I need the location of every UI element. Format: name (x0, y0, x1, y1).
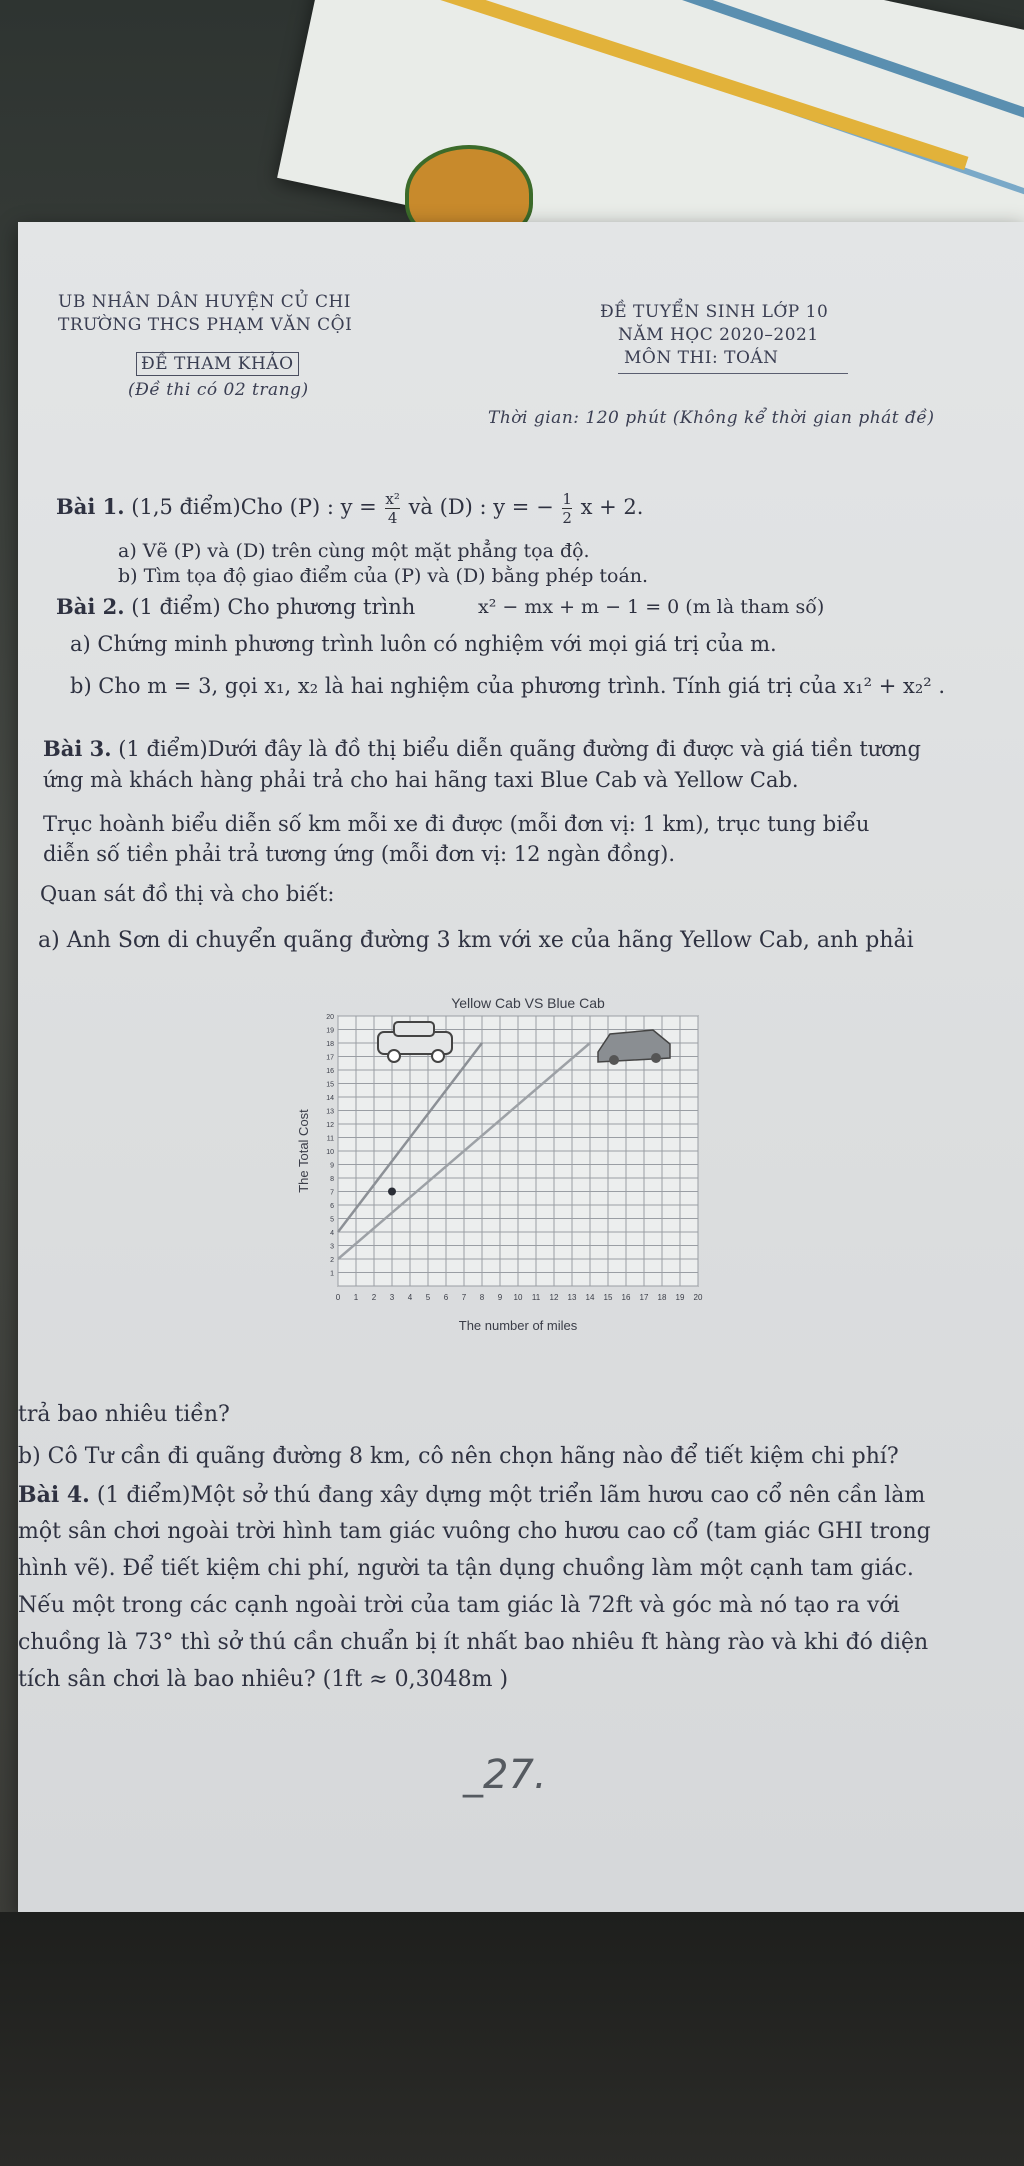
reference-label: ĐỀ THAM KHẢO (136, 354, 299, 374)
x-tick-label: 14 (585, 1293, 595, 1302)
x-tick-label: 20 (693, 1293, 703, 1302)
y-tick-label: 19 (326, 1027, 334, 1035)
taxi-cost-chart (258, 992, 728, 1352)
y-tick-label: 3 (330, 1243, 334, 1251)
bai2-part-b: b) Cho m = 3, gọi x₁, x₂ là hai nghiệm của phương trình. Tính giá trị của x₁² + x₂² . (70, 674, 946, 698)
x-tick-label: 9 (497, 1293, 503, 1302)
x-tick-label: 13 (567, 1293, 577, 1302)
chart-x-label: The number of miles (458, 1318, 578, 1333)
bai3-line3: Trục hoành biểu diễn số km mỗi xe đi được (mỗi đơn vị: 1 km), trục tung biểu (43, 812, 870, 836)
bai4-line1: Bài 4. (1 điểm)Một sở thú đang xây dựng một triển lãm hươu cao cổ nên cần làm (18, 1482, 926, 1508)
x-tick-label: 11 (531, 1293, 541, 1302)
bai2-part-a: a) Chứng minh phương trình luôn có nghiệm với mọi giá trị của m. (70, 632, 777, 656)
y-tick-label: 11 (326, 1135, 334, 1143)
bai3-part-a-cont: trả bao nhiêu tiền? (18, 1402, 230, 1427)
desk-shadow (0, 1912, 1024, 2166)
y-tick-label: 8 (330, 1176, 334, 1183)
bai3-part-a: a) Anh Sơn di chuyển quãng đường 3 km với xe của hãng Yellow Cab, anh phải (38, 928, 914, 953)
y-tick-label: 10 (326, 1149, 334, 1156)
subject: MÔN THI: TOÁN (624, 348, 779, 368)
x-tick-label: 6 (443, 1293, 449, 1302)
subject-underline (618, 373, 848, 374)
chart-title: Yellow Cab VS Blue Cab (451, 995, 605, 1011)
y-tick-label: 20 (326, 1014, 334, 1021)
bai3-line1: Bài 3. (1 điểm)Dưới đây là đồ thị biểu diễn quãng đường đi được và giá tiền tương (43, 736, 921, 761)
y-tick-label: 12 (326, 1122, 334, 1129)
school-year: NĂM HỌC 2020–2021 (618, 325, 819, 345)
y-tick-label: 17 (326, 1054, 334, 1062)
y-tick-label: 9 (330, 1162, 334, 1170)
x-tick-label: 3 (389, 1293, 395, 1302)
y-tick-label: 6 (330, 1203, 334, 1210)
x-tick-label: 8 (479, 1293, 485, 1302)
bai4-line4: Nếu một trong các cạnh ngoài trời của tam giác là 72ft và góc mà nó tạo ra với (18, 1593, 900, 1618)
x-tick-label: 7 (461, 1293, 467, 1302)
y-tick-label: 4 (330, 1230, 334, 1237)
bai1-statement: Bài 1. (1,5 điểm)Cho (P) : y = $\frac{\text{x²}}{4}$ và (D) : y = − $\frac{1}{2}$ x + 2. (56, 490, 644, 527)
y-tick-label: 16 (326, 1068, 334, 1075)
chart-y-label: The Total Cost (296, 1109, 311, 1193)
intersection-point (388, 1188, 396, 1196)
x-tick-label: 18 (657, 1293, 667, 1302)
y-tick-label: 7 (330, 1189, 334, 1197)
bai3-line4: diễn số tiền phải trả tương ứng (mỗi đơn vị: 12 ngàn đồng). (43, 842, 675, 866)
handwritten-page-note: _27. (463, 1752, 547, 1798)
x-tick-label: 19 (675, 1293, 685, 1302)
bai4-line5: chuồng là 73° thì sở thú cần chuẩn bị ít nhất bao nhiêu ft hàng rào và khi đó diện (18, 1630, 929, 1655)
x-tick-label: 10 (513, 1293, 523, 1302)
chart-y-ticks (326, 1014, 334, 1278)
bai1-title: Bài 1. (56, 494, 125, 519)
bai3-line2: ứng mà khách hàng phải trả cho hai hãng taxi Blue Cab và Yellow Cab. (43, 768, 799, 792)
y-tick-label: 1 (330, 1270, 334, 1278)
x-tick-label: 1 (353, 1293, 359, 1302)
bai2-statement: Bài 2. (1 điểm) Cho phương trình (56, 594, 416, 619)
bai4-line6: tích sân chơi là bao nhiêu? (1ft ≈ 0,3048m ) (18, 1667, 509, 1692)
bai3-part-b: b) Cô Tư cần đi quãng đường 8 km, cô nên chọn hãng nào để tiết kiệm chi phí? (18, 1444, 899, 1469)
x-tick-label: 5 (425, 1293, 431, 1302)
time-note: Thời gian: 120 phút (Không kể thời gian phát đề) (488, 408, 935, 428)
x-tick-label: 0 (335, 1293, 341, 1302)
y-tick-label: 18 (326, 1041, 334, 1048)
x-tick-label: 4 (407, 1293, 413, 1302)
x-tick-label: 16 (621, 1293, 631, 1302)
bai1-part-a: a) Vẽ (P) và (D) trên cùng một mặt phẳng tọa độ. (118, 540, 590, 562)
bai4-line2: một sân chơi ngoài trời hình tam giác vuông cho hươu cao cổ (tam giác GHI trong (18, 1519, 931, 1544)
bai1-part-b: b) Tìm tọa độ giao điểm của (P) và (D) bằng phép toán. (118, 565, 649, 587)
taxi-icon (598, 1030, 670, 1065)
bai2-equation: x² − mx + m − 1 = 0 (m là tham số) (478, 596, 825, 618)
y-tick-label: 13 (326, 1108, 334, 1116)
school-name: TRƯỜNG THCS PHẠM VĂN CỘI (58, 315, 353, 335)
y-tick-label: 15 (326, 1081, 334, 1089)
x-tick-label: 17 (639, 1293, 649, 1302)
x-tick-label: 2 (371, 1293, 377, 1302)
bai4-line3: hình vẽ). Để tiết kiệm chi phí, người ta tận dụng chuồng làm một cạnh tam giác. (18, 1556, 914, 1581)
pages-note: (Đề thi có 02 trang) (128, 380, 309, 400)
exam-paper (18, 222, 1024, 1912)
bai3-line5: Quan sát đồ thị và cho biết: (40, 882, 335, 906)
school-authority: UB NHÂN DÂN HUYỆN CỦ CHI (58, 292, 352, 312)
chart-x-ticks (336, 1293, 703, 1302)
x-tick-label: 12 (549, 1293, 559, 1302)
y-tick-label: 5 (330, 1216, 334, 1224)
y-tick-label: 2 (330, 1257, 334, 1264)
exam-title: ĐỀ TUYỂN SINH LỚP 10 (600, 302, 829, 322)
x-tick-label: 15 (603, 1293, 613, 1302)
y-tick-label: 14 (326, 1095, 334, 1102)
